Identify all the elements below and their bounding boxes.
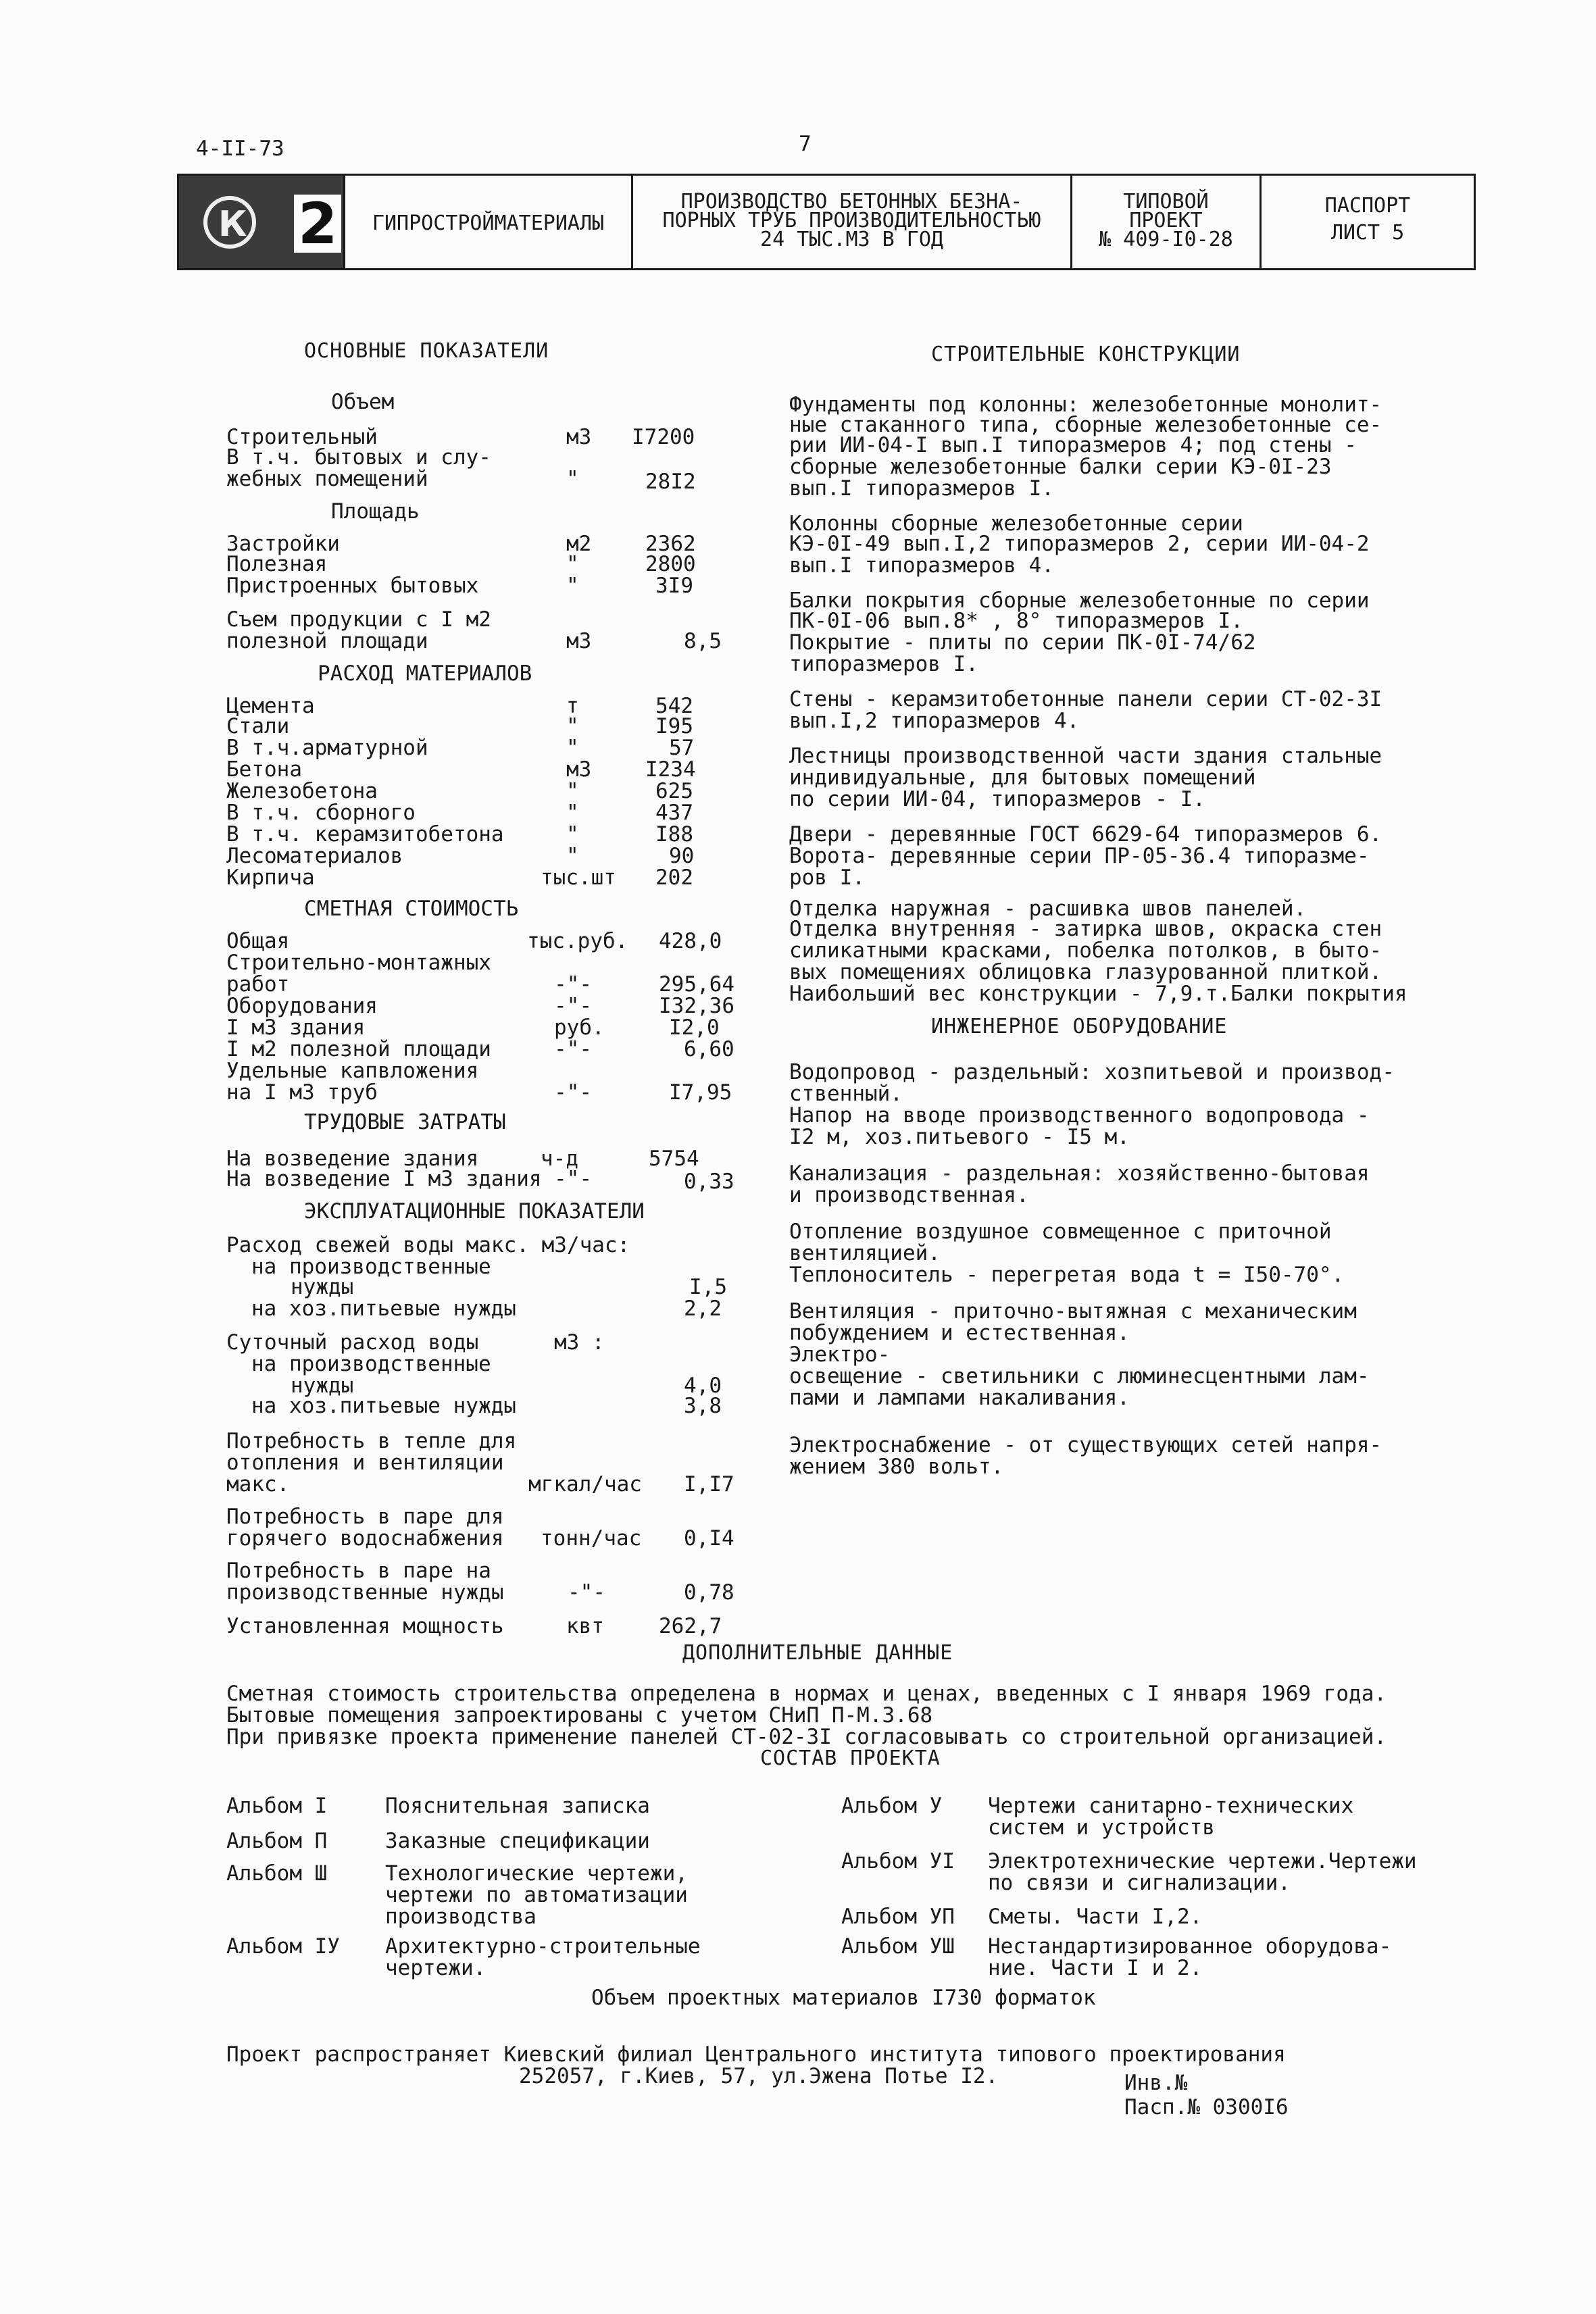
text-line: вып.I типоразмеров I. [789, 476, 1054, 501]
row-unit: тыс.руб. [527, 929, 628, 953]
row-unit: " [566, 779, 579, 803]
row-value: I7200 [632, 425, 695, 449]
ops-value: 262,7 [659, 1614, 722, 1638]
text-line: Теплоноситель - перегретая вода t = I50-70°. [789, 1263, 1345, 1287]
text-line: Напор на вводе производственного водопровода - [789, 1103, 1370, 1128]
row-unit: " [566, 552, 579, 576]
row-value: I95 [655, 714, 693, 738]
passport-cell [1262, 176, 1474, 268]
album-description: чертежи. [385, 1956, 487, 1980]
ops-label: Потребность в тепле для [226, 1429, 517, 1453]
distributor-line: Проект распространяет Киевский филиал Центрального института типового проектирования [226, 2042, 1286, 2067]
text-line: вентиляцией. [789, 1241, 941, 1265]
row-label: Стали [226, 714, 290, 738]
row-unit: " [566, 714, 579, 738]
text-line: по серии ИИ-04, типоразмеров - I. [789, 787, 1205, 811]
row-label: Бетона [226, 757, 302, 782]
row-label: В т.ч.арматурной [226, 736, 428, 760]
row-label: Пристроенных бытовых [226, 574, 479, 598]
ops-label: Расход свежей воды макс. м3/час: [226, 1233, 630, 1257]
row-unit: " [566, 574, 579, 598]
text-line: Ворота- деревянные серии ПР-05-36.4 типоразме- [789, 844, 1370, 868]
row-label: работ [226, 972, 290, 997]
text-line: сборные железобетонные балки серии КЭ-0I-23 [789, 455, 1332, 479]
album-label: Альбом IУ [226, 1934, 340, 1959]
text-line: жением 380 вольт. [789, 1455, 1004, 1479]
row-unit: руб. [554, 1015, 605, 1040]
album-description: ние. Части I и 2. [988, 1956, 1203, 1980]
row-unit: тыс.шт [541, 865, 616, 890]
row-label: жебных помещений [226, 467, 428, 491]
row-label: Строительный [226, 425, 378, 449]
text-line: вып.I,2 типоразмеров 4. [789, 709, 1080, 733]
row-value: 625 [655, 779, 693, 803]
row-value: 5754 [649, 1147, 699, 1171]
document-code: 4-II-73 [196, 136, 284, 161]
row-label: Полезная [226, 552, 328, 576]
row-label: I м3 здания [226, 1015, 366, 1040]
row-value: I32,36 [659, 994, 734, 1018]
row-label: В т.ч. бытовых и слу- [226, 445, 491, 470]
text-line: вып.I типоразмеров 4. [789, 553, 1054, 578]
ops-label: Потребность в паре на [226, 1559, 491, 1583]
row-label: на I м3 труб [226, 1080, 378, 1105]
ops-value: 4,0 [684, 1374, 722, 1398]
additional-title: ДОПОЛНИТЕЛЬНЫЕ ДАННЫЕ [682, 1641, 953, 1665]
page-number: 7 [799, 132, 812, 156]
passport-label: ПАСПОРТ [1324, 194, 1411, 218]
text-line: Отделка наружная - расшивка швов панелей. [789, 897, 1307, 921]
engineering-title: ИНЖЕНЕРНОЕ ОБОРУДОВАНИЕ [931, 1015, 1228, 1038]
ops-heading: ЭКСПЛУАТАЦИОННЫЕ ПОКАЗАТЕЛИ [304, 1199, 645, 1224]
row-unit: ч-д [541, 1147, 578, 1171]
text-line: ПК-0I-06 вып.8* , 8° типоразмеров I. [789, 609, 1243, 633]
row-unit: " [566, 467, 579, 491]
ops-label: на хоз.питьевые нужды [251, 1394, 516, 1418]
row-value: 57 [669, 736, 695, 760]
project-title-cell [633, 176, 1072, 268]
text-line: типоразмеров I. [789, 652, 978, 676]
ops-label: на производственные [251, 1352, 491, 1376]
row-unit: м3 [566, 629, 592, 653]
album-label: Альбом П [226, 1829, 328, 1853]
ops-value: 3,8 [684, 1394, 722, 1418]
row-unit: м2 [566, 532, 592, 556]
ops-unit: мгкал/час [528, 1472, 642, 1496]
row-value: 542 [655, 694, 693, 718]
row-unit: -"- [554, 1080, 592, 1105]
text-line: Отделка внутренняя - затирка швов, окраска стен [789, 917, 1382, 941]
ops-value: 0,I4 [684, 1526, 734, 1551]
row-unit: " [566, 822, 579, 847]
address-line: 252057, г.Киев, 57, ул.Эжена Потье I2. [519, 2064, 999, 2088]
project-type: ПРОЕКТ [1129, 209, 1203, 232]
org-name: ГИПРОСТРОЙМАТЕРИАЛЫ [372, 211, 605, 235]
text-line: и производственная. [789, 1183, 1029, 1207]
text-line: пами и лампами накаливания. [789, 1386, 1130, 1410]
album-description: Архитектурно-строительные [385, 1934, 701, 1959]
ops-value: 2,2 [684, 1297, 722, 1321]
text-line: Балки покрытия сборные железобетонные по серии [789, 588, 1370, 613]
row-unit: " [566, 844, 579, 868]
text-line: КЭ-0I-49 вып.I,2 типоразмеров 2, серии ИИ-04-2 [789, 532, 1370, 556]
row-label: Удельные капвложения [226, 1059, 479, 1083]
ops-label: нужды [291, 1374, 354, 1398]
logo-number: 2 [294, 195, 341, 253]
labor-heading: ТРУДОВЫЕ ЗАТРАТЫ [304, 1110, 506, 1134]
text-line: Электро- [789, 1342, 891, 1367]
text-line: Наибольший вес конструкции - 7,9.т.Балки покрытия [789, 982, 1407, 1006]
album-description: по связи и сигнализации. [988, 1871, 1291, 1895]
row-label: Цемента [226, 694, 315, 718]
project-title-line: ПОРНЫХ ТРУБ ПРОИЗВОДИТЕЛЬНОСТЬЮ [662, 209, 1041, 232]
album-label: Альбом Ш [226, 1861, 328, 1886]
ops-unit: квт [566, 1614, 604, 1638]
ops-label: Потребность в паре для [226, 1505, 504, 1529]
row-value: 90 [669, 844, 695, 868]
row-value: 437 [655, 801, 693, 825]
row-label: На возведение I м3 здания [226, 1167, 542, 1191]
row-unit: " [566, 736, 579, 760]
row-value: I234 [645, 757, 696, 782]
constructions-title: СТРОИТЕЛЬНЫЕ КОНСТРУКЦИИ [931, 343, 1241, 366]
row-value: 2800 [645, 552, 696, 576]
ops-label: отопления и вентиляции [226, 1451, 504, 1475]
album-description: Технологические чертежи, [385, 1861, 688, 1886]
row-label: Кирпича [226, 865, 315, 890]
text-line: Водопровод - раздельный: хозпитьевой и производ- [789, 1060, 1395, 1084]
row-value: 28I2 [645, 470, 696, 494]
text-line: Вентиляция - приточно-вытяжная с механическим [789, 1299, 1357, 1324]
org-cell [345, 176, 633, 268]
area-heading: Площадь [331, 499, 420, 524]
album-description: Пояснительная записка [385, 1794, 650, 1818]
row-label: Застройки [226, 532, 340, 556]
main-indicators-title: ОСНОВНЫЕ ПОКАЗАТЕЛИ [304, 339, 549, 363]
text-line: Двери - деревянные ГОСТ 6629-64 типоразмеров 6. [789, 822, 1382, 847]
additional-line: Бытовые помещения запроектированы с учетом СНиП П-М.3.68 [226, 1703, 933, 1728]
album-description: Сметы. Части I,2. [988, 1905, 1203, 1929]
text-line: Стены - керамзитобетонные панели серии СТ-02-3I [789, 687, 1382, 711]
text-line: ров I. [789, 865, 865, 890]
text-line: I2 м, хоз.питьевого - I5 м. [789, 1125, 1130, 1149]
ops-label: нужды [291, 1275, 354, 1299]
materials-heading: РАСХОД МАТЕРИАЛОВ [318, 661, 532, 686]
text-line: Фундаменты под колонны: железобетонные монолит- [789, 393, 1382, 417]
row-label: На возведение здания [226, 1147, 479, 1171]
row-unit: м3 [566, 425, 592, 449]
ops-unit: -"- [568, 1580, 605, 1605]
logo-cell: К 2 [179, 176, 345, 268]
volume-line: Объем проектных материалов I730 форматок [591, 1986, 1096, 2010]
title-block [177, 174, 1476, 270]
album-description: Электротехнические чертежи.Чертежи [988, 1849, 1417, 1873]
row-unit: т [566, 694, 579, 718]
row-value: 3I9 [655, 574, 693, 598]
text-line: Лестницы производственной части здания стальные [789, 744, 1382, 768]
ops-unit: тонн/час [541, 1526, 642, 1551]
row-label: В т.ч. керамзитобетона [226, 822, 504, 847]
ops-label: производственные нужды [226, 1580, 504, 1605]
row-label: I м2 полезной площади [226, 1037, 491, 1061]
text-line: Отопление воздушное совмещенное с приточной [789, 1219, 1332, 1244]
row-label: Общая [226, 929, 290, 953]
album-description: Нестандартизированное оборудова- [988, 1934, 1392, 1959]
ops-label: горячего водоснабжения [226, 1526, 504, 1551]
ops-label: макс. [226, 1472, 290, 1496]
ops-value: I,5 [689, 1275, 727, 1299]
text-line: Электроснабжение - от существующих сетей напря- [789, 1433, 1382, 1457]
text-line: вых помещениях облицовка глазурованной плиткой. [789, 960, 1382, 984]
project-title-line: 24 ТЫС.М3 В ГОД [760, 228, 943, 251]
text-line: ственный. [789, 1082, 903, 1106]
album-description: чертежи по автоматизации [385, 1883, 688, 1907]
text-line: побуждением и естественная. [789, 1321, 1130, 1345]
album-description: производства [385, 1905, 537, 1929]
project-number-cell [1072, 176, 1262, 268]
text-line: Покрытие - плиты по серии ПК-0I-74/62 [789, 630, 1256, 655]
text-line: Канализация - раздельная: хозяйственно-бытовая [789, 1161, 1370, 1186]
row-unit: " [566, 801, 579, 825]
row-value: I7,95 [669, 1080, 732, 1105]
row-value: 0,33 [684, 1169, 734, 1194]
yield-label: Съем продукции с I м2 [226, 607, 491, 632]
text-line: рии ИИ-04-I вып.I типоразмеров 4; под стены - [789, 433, 1357, 457]
text-line: индивидуальные, для бытовых помещений [789, 765, 1256, 790]
inventory-label: Инв.№ [1124, 2071, 1188, 2095]
project-type: ТИПОВОЙ [1123, 190, 1209, 213]
album-description: Чертежи санитарно-технических [988, 1794, 1354, 1818]
text-line: ные стаканного типа, сборные железобетонные се- [789, 413, 1382, 437]
album-label: Альбом У [841, 1794, 943, 1818]
row-label: В т.ч. сборного [226, 801, 416, 825]
project-title-line: ПРОИЗВОДСТВО БЕТОННЫХ БЕЗНА- [680, 190, 1023, 213]
row-label: Железобетона [226, 779, 378, 803]
row-value: 295,64 [659, 972, 734, 997]
row-value: 202 [655, 865, 693, 890]
album-label: Альбом УШ [841, 1934, 955, 1959]
row-value: I2,0 [669, 1015, 720, 1040]
album-description: систем и устройств [988, 1815, 1215, 1840]
album-label: Альбом I [226, 1794, 328, 1818]
sheet-label: ЛИСТ 5 [1330, 221, 1405, 245]
album-label: Альбом УП [841, 1905, 955, 1929]
row-label: Оборудования [226, 994, 378, 1018]
ops-unit: м3 : [554, 1330, 605, 1355]
composition-title: СОСТАВ ПРОЕКТА [760, 1746, 941, 1770]
text-line: освещение - светильники с люминесцентными лам- [789, 1364, 1370, 1388]
album-label: Альбом УI [841, 1849, 955, 1873]
row-unit: -"- [554, 1037, 592, 1061]
row-value: I88 [655, 822, 693, 847]
passport-number: Пасп.№ 0300I6 [1124, 2095, 1289, 2119]
ops-label: Суточный расход воды [226, 1330, 479, 1355]
additional-line: Сметная стоимость строительства определена в нормах и ценах, введенных с I января 1969 года. [226, 1682, 1387, 1706]
row-value: 6,60 [684, 1037, 734, 1061]
ops-label: на хоз.питьевые нужды [251, 1297, 516, 1321]
ops-label: Установленная мощность [226, 1614, 504, 1638]
ops-label: на производственные [251, 1255, 491, 1279]
row-unit: -"- [554, 972, 592, 997]
project-number: № 409-I0-28 [1099, 228, 1233, 251]
ops-value: I,I7 [684, 1472, 734, 1496]
row-label: Лесоматериалов [226, 844, 403, 868]
row-value: 428,0 [659, 929, 722, 953]
ops-value: 0,78 [684, 1580, 734, 1605]
text-line: Колонны сборные железобетонные серии [789, 511, 1243, 536]
volume-heading: Объем [331, 390, 395, 414]
cost-heading: СМЕТНАЯ СТОИМОСТЬ [304, 897, 519, 921]
yield-label: полезной площади [226, 629, 428, 653]
row-unit: -"- [554, 1167, 592, 1191]
album-description: Заказные спецификации [385, 1829, 650, 1853]
row-value: 2362 [645, 532, 696, 556]
row-unit: -"- [554, 994, 592, 1018]
row-label: Строительно-монтажных [226, 951, 491, 975]
text-line: силикатными красками, побелка потолков, в быто- [789, 938, 1382, 963]
additional-line: При привязке проекта применение панелей СТ-02-3I согласовывать со строительной организацией. [226, 1725, 1387, 1749]
row-value: 8,5 [684, 629, 722, 653]
row-unit: м3 [566, 757, 592, 782]
